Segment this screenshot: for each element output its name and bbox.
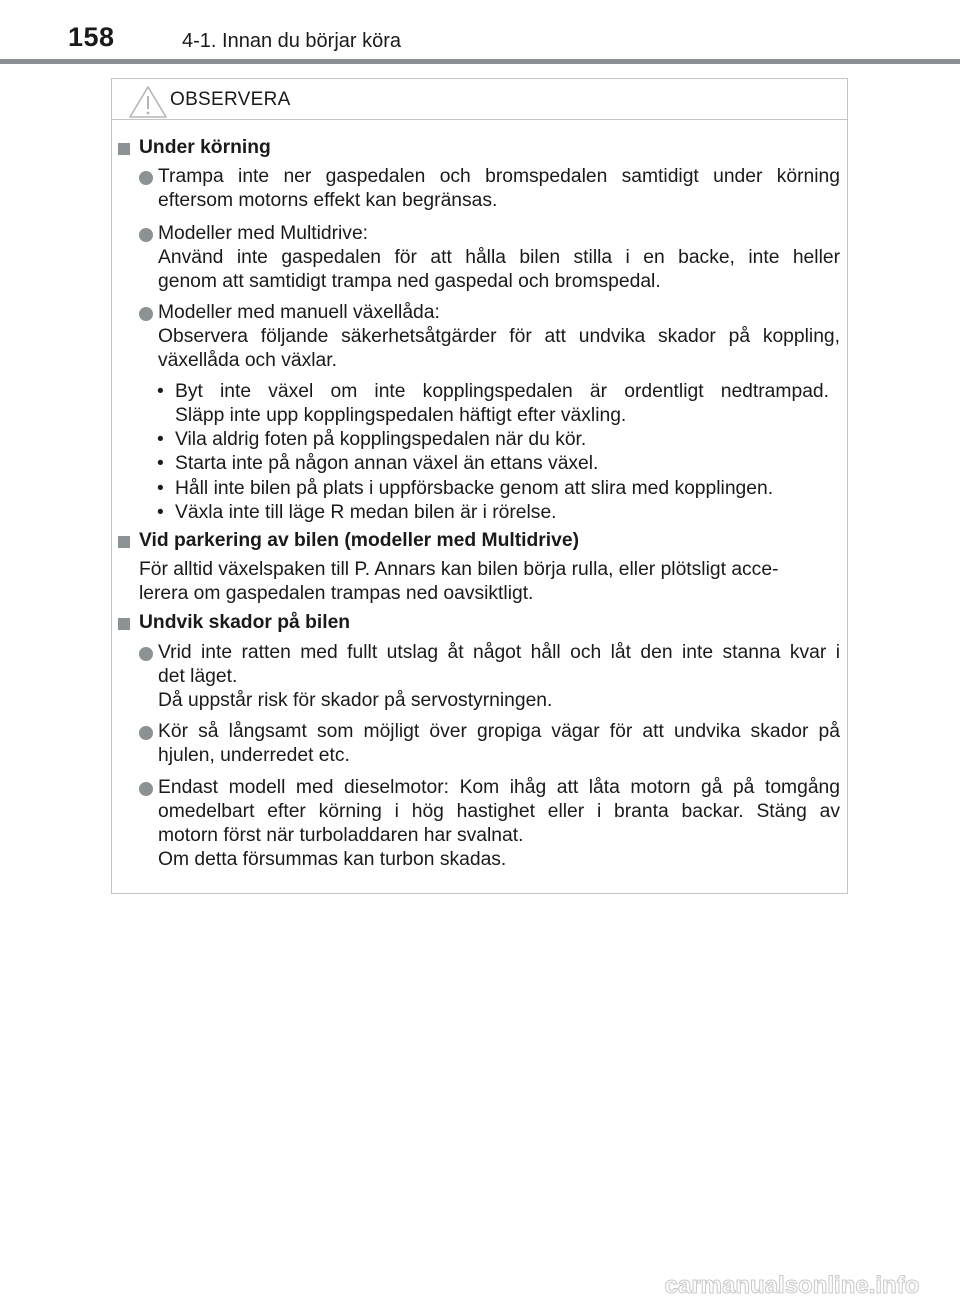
item-line: Endast modell med dieselmotor: Kom ihåg att låta motorn gå på tomgång xyxy=(158,777,840,798)
caution-header xyxy=(112,79,847,120)
item-line: hjulen, underredet etc. xyxy=(158,745,350,766)
page-header xyxy=(0,0,960,64)
sub-item-line: Släpp inte upp kopplingspedalen häftigt efter växling. xyxy=(175,405,627,426)
section-square-bullet xyxy=(118,618,130,630)
item-line: eftersom motorns effekt kan begränsas. xyxy=(158,190,498,211)
section-square-bullet xyxy=(118,143,130,155)
item-dot-bullet xyxy=(139,782,153,796)
watermark-text: carmanualsonline.info xyxy=(664,1272,920,1299)
sub-item-line: Växla inte till läge R medan bilen är i rörelse. xyxy=(175,502,557,523)
header-rule xyxy=(0,59,960,64)
warning-triangle-icon xyxy=(128,85,168,119)
sub-bullet: • xyxy=(157,429,164,450)
item-dot-bullet xyxy=(139,307,153,321)
item-line: Vrid inte ratten med fullt utslag åt något håll och låt den inte stanna kvar i xyxy=(158,642,840,663)
item-line: Kör så långsamt som möjligt över gropiga vägar för att undvika skador på xyxy=(158,721,840,742)
sub-bullet: • xyxy=(157,502,164,523)
section-heading-parking: Vid parkering av bilen (modeller med Multidrive) xyxy=(139,530,580,551)
section-title: 4-1. Innan du börjar köra xyxy=(182,30,402,52)
page-number: 158 xyxy=(68,22,115,52)
caution-box xyxy=(111,78,848,894)
sub-bullet: • xyxy=(157,381,164,402)
sub-item-line: Starta inte på någon annan växel än ettans växel. xyxy=(175,453,599,474)
item-dot-bullet xyxy=(139,647,153,661)
item-line: Om detta försummas kan turbon skadas. xyxy=(158,849,507,870)
item-line: Modeller med manuell växellåda: xyxy=(158,302,440,323)
item-line: det läget. xyxy=(158,666,238,687)
section-heading-damage: Undvik skador på bilen xyxy=(139,612,351,633)
item-line: växellåda och växlar. xyxy=(158,350,337,371)
sub-bullet: • xyxy=(157,453,164,474)
caution-title: OBSERVERA xyxy=(170,89,291,110)
section-body-line: För alltid växelspaken till P. Annars kan bilen börja rulla, eller plötsligt acce- xyxy=(139,559,779,580)
item-line: genom att samtidigt trampa ned gaspedal och bromspedal. xyxy=(158,271,661,292)
section-square-bullet xyxy=(118,536,130,548)
item-line: Observera följande säkerhetsåtgärder för att undvika skador på koppling, xyxy=(158,326,840,347)
item-line: Trampa inte ner gaspedalen och bromspedalen samtidigt under körning xyxy=(158,166,840,187)
item-line: Använd inte gaspedalen för att hålla bilen stilla i en backe, inte heller xyxy=(158,247,840,268)
item-dot-bullet xyxy=(139,726,153,740)
sub-bullet: • xyxy=(157,478,164,499)
item-line: omedelbart efter körning i hög hastighet eller i branta backar. Stäng av xyxy=(158,801,840,822)
section-heading-driving: Under körning xyxy=(139,137,271,158)
section-body-line: lerera om gaspedalen trampas ned oavsiktligt. xyxy=(139,583,534,604)
watermark xyxy=(632,1268,952,1302)
item-line: Då uppstår risk för skador på servostyrningen. xyxy=(158,690,553,711)
item-dot-bullet xyxy=(139,171,153,185)
item-line: Modeller med Multidrive: xyxy=(158,223,369,244)
item-line: motorn först när turboladdaren har svalnat. xyxy=(158,825,524,846)
sub-item-line: Byt inte växel om inte kopplingspedalen är ordentligt nedtrampad. xyxy=(175,381,829,402)
item-dot-bullet xyxy=(139,228,153,242)
sub-item-line: Håll inte bilen på plats i uppförsbacke genom att slira med kopplingen. xyxy=(175,478,774,499)
sub-item-line: Vila aldrig foten på kopplingspedalen när du kör. xyxy=(175,429,587,450)
